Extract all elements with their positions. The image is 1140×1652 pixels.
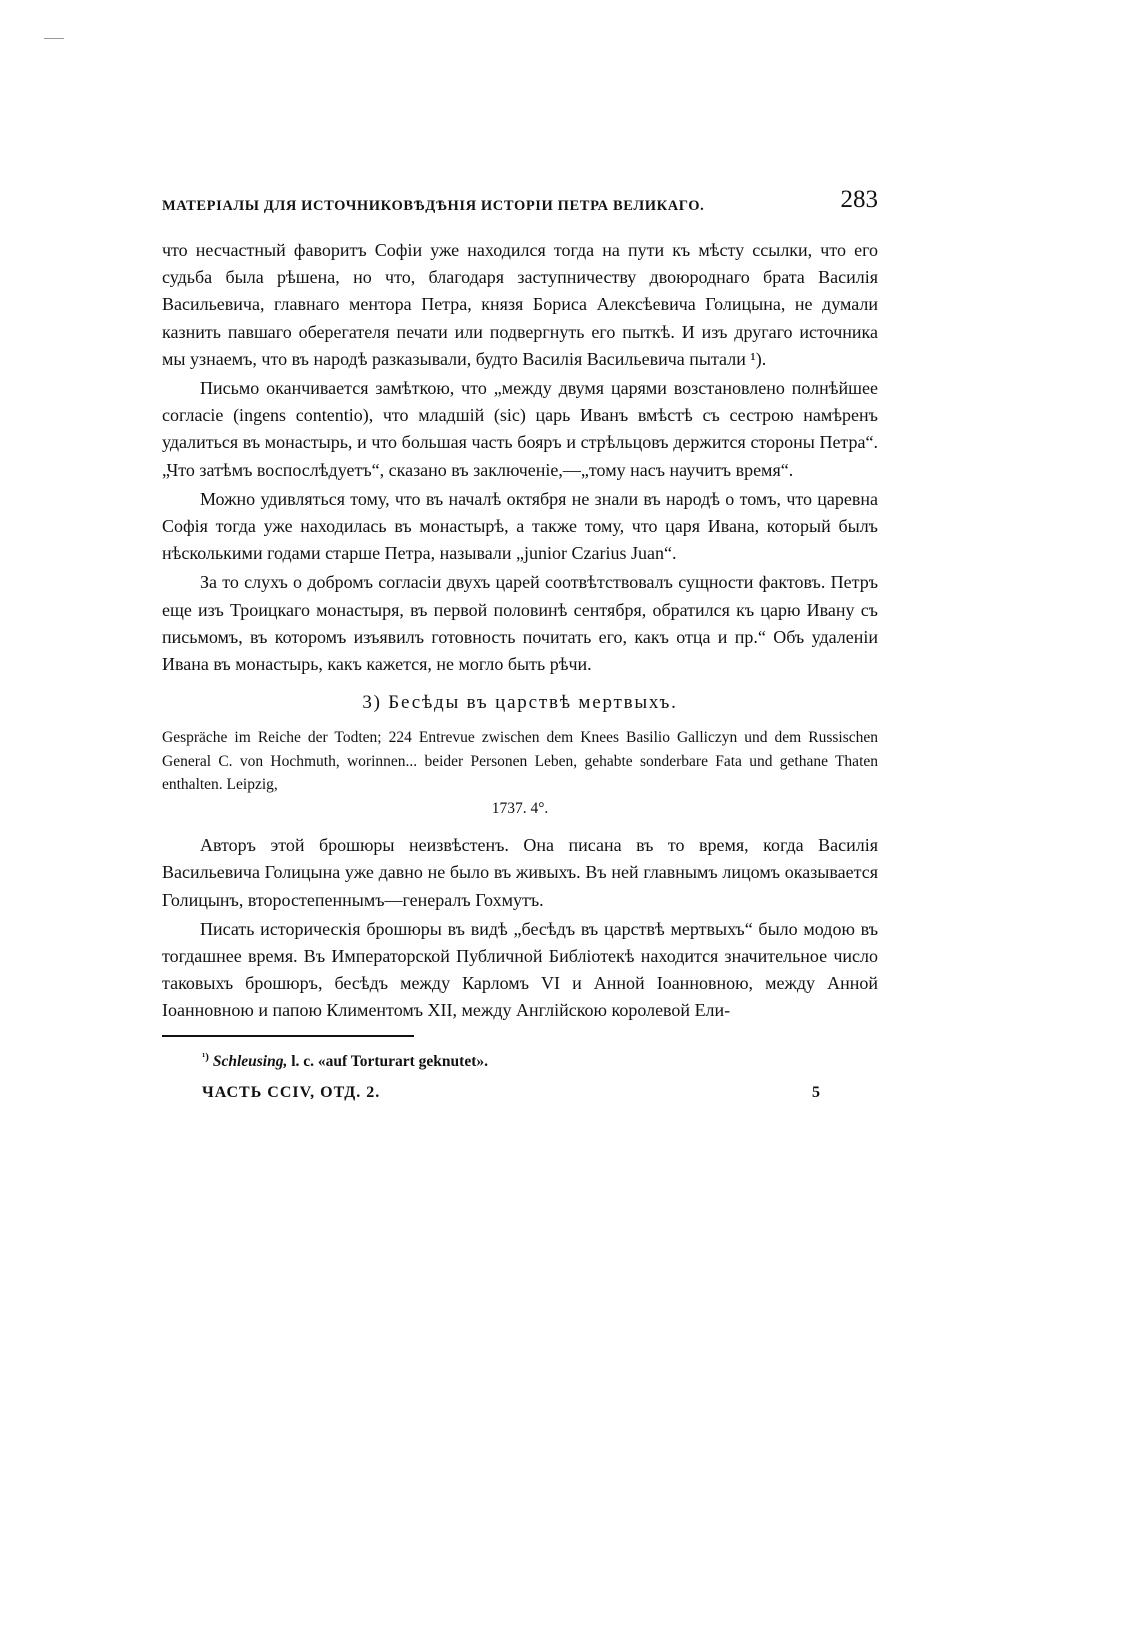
footnote-marker: ¹) <box>202 1050 209 1063</box>
footnote-text: l. c. «auf Torturart geknutet». <box>291 1052 488 1070</box>
page-body <box>162 237 878 1025</box>
section-title: 3) Бесѣды въ царствѣ мертвыхъ. <box>362 692 678 714</box>
footnote-author: Schleusing, <box>212 1052 288 1070</box>
signature-text: ЧАСТЬ CCIV, ОТД. 2. <box>202 1083 381 1101</box>
book-page <box>162 186 878 1116</box>
footnote <box>202 1045 878 1074</box>
signature-number: 5 <box>812 1083 820 1101</box>
printer-signature <box>162 1084 878 1116</box>
paragraph-4: За то слухъ о добромъ согласіи двухъ царей соотвѣтствовалъ сущности фактовъ. Петръ еще изъ Троицкаго монастыря, въ первой половинѣ сентября, обратился къ царю Ивану съ письмомъ, въ которомъ изъявилъ готовность почитать его, какъ отца и пр.“ Объ удаленіи Ивана въ монастырь, какъ кажется, не могло быть рѣчи. <box>162 572 878 675</box>
paragraph-6: Писать историческія брошюры въ видѣ „бесѣдъ въ царствѣ мертвыхъ“ было модою въ тогдашнее время. Въ Императорской Публичной Библіотекѣ находится значительное число таковыхъ брошюръ, бесѣдъ между Карломъ VI и Анной Іоанновною, между Анной Іоанновною и папою Климентомъ XII, между Англійскою королевой Ели- <box>162 918 878 1021</box>
bibliography-year: 1737. 4°. <box>491 799 549 817</box>
bibliography-entry <box>162 726 878 820</box>
page-header <box>162 186 878 222</box>
footnote-rule <box>162 1035 414 1037</box>
paragraph-1: что несчастный фаворитъ Софіи уже находился тогда на пути къ мѣсту ссылки, что его судьба была рѣшена, но что, благодаря заступничеству двоюроднаго брата Василія Васильевича, главнаго ментора Петра, князя Бориса Алексѣевича Голицына, не думали казнить павшаго оберегателя печати или подвергнуть его пыткѣ. И изъ другаго источника мы узнаемъ, что въ народѣ разказывали, будто Василія Васильевича пытали ¹). <box>162 240 878 369</box>
scan-mark <box>44 38 64 39</box>
paragraph-2: Письмо оканчивается замѣткою, что „между двумя царями возстановлено полнѣйшее согласіе (ingens contentio), что младшій (sic) царь Иванъ вмѣстѣ съ сестрою намѣренъ удалиться въ монастырь, и что большая часть бояръ и стрѣльцовъ держится стороны Петра“. „Что затѣмъ воспослѣдуетъ“, сказано въ заключеніе,—„тому насъ научитъ время“. <box>162 378 878 480</box>
running-head: МАТЕРІАЛЫ ДЛЯ ИСТОЧНИКОВѢДѢНІЯ ИСТОРІИ ПЕТРА ВЕЛИКАГО. <box>162 198 705 214</box>
bibliography-text: Gespräche im Reiche der Todten; 224 Entrevue zwischen dem Knees Basilio Galliczyn und dem Russischen General C. von Hochmuth, worinnen... beider Personen Leben, gehabte sonderbare Fata und gethane Thaten enthalten. Leipzig, <box>162 729 878 794</box>
paragraph-3: Можно удивляться тому, что въ началѣ октября не знали въ народѣ о томъ, что царевна Софія тогда уже находилась въ монастырѣ, а также тому, что царя Ивана, который былъ нѣсколькими годами старше Петра, называли „junior Czarius Juan“. <box>162 488 878 564</box>
page-number: 283 <box>840 186 878 213</box>
paragraph-5: Авторъ этой брошюры неизвѣстенъ. Она писана въ то время, когда Василія Васильевича Голицына уже давно не было въ живыхъ. Въ ней главнымъ лицомъ оказывается Голицынъ, второстепеннымъ—генералъ Гохмутъ. <box>162 835 878 910</box>
